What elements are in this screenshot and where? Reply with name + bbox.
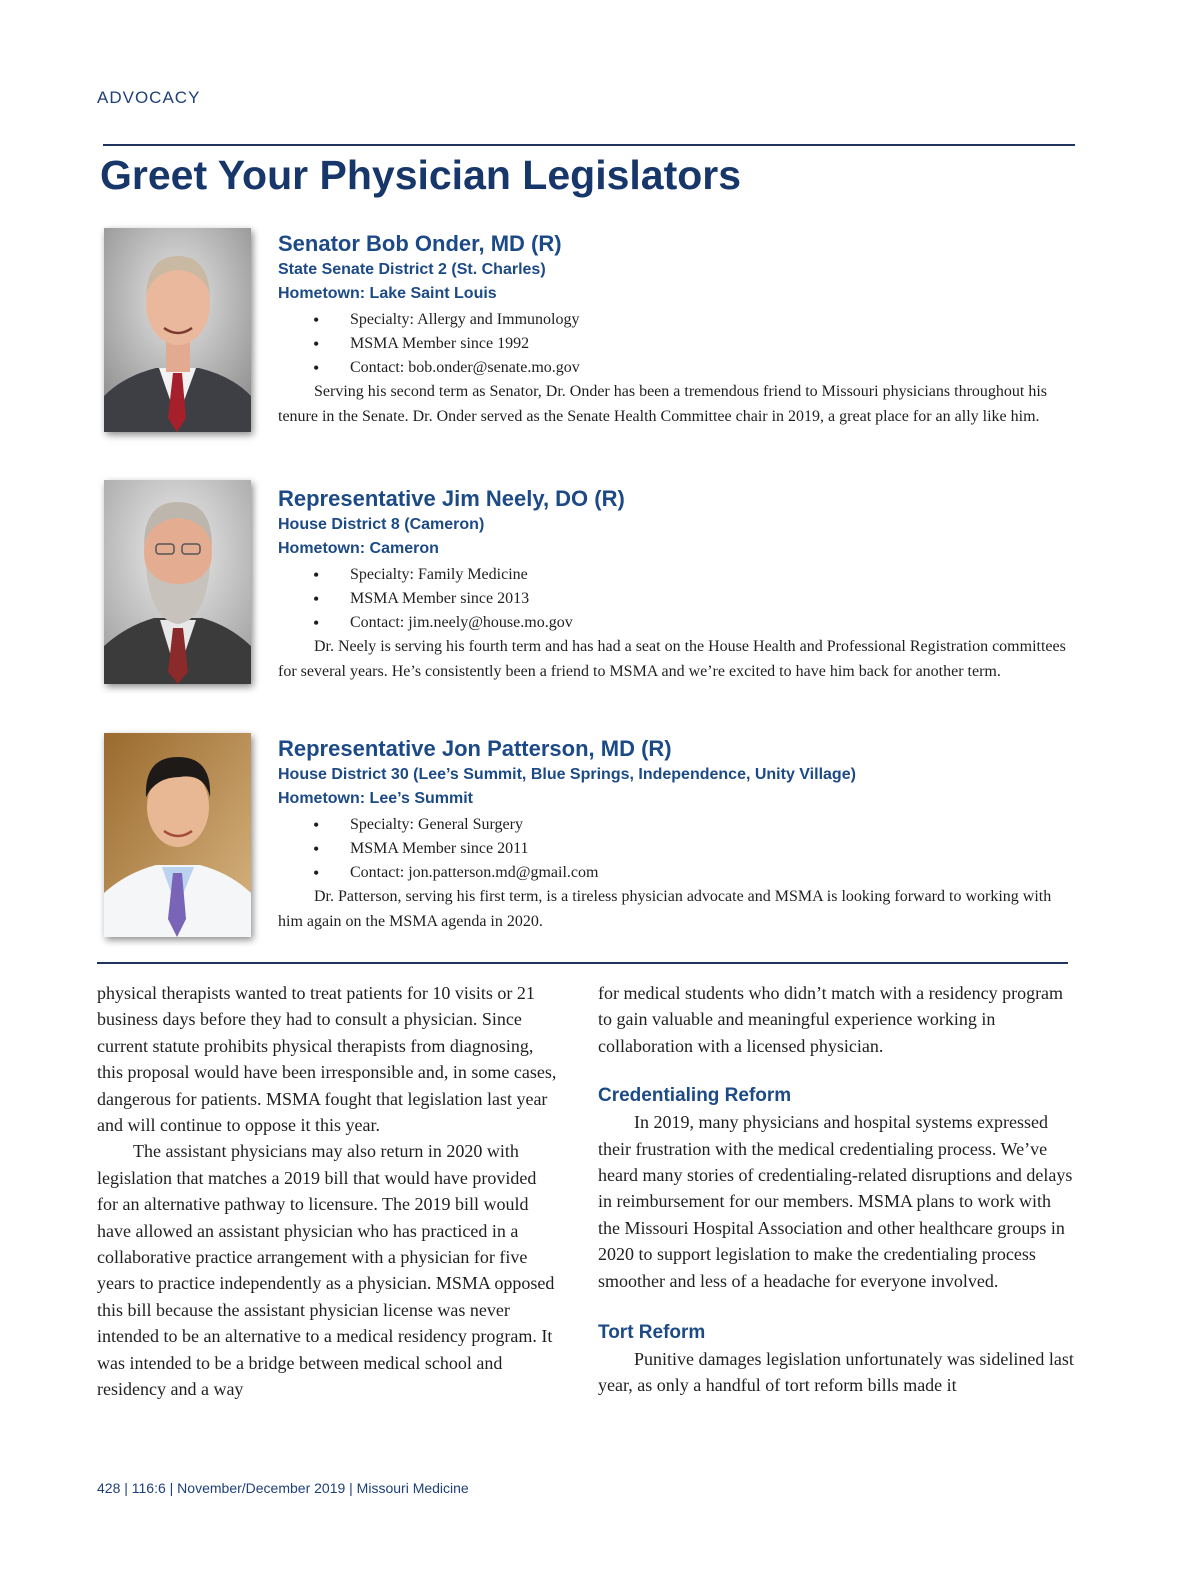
page-title: Greet Your Physician Legislators [100, 152, 742, 198]
contact-email: • Contact: jim.neely@house.mo.gov [278, 611, 1078, 635]
legislator-details [278, 308, 1078, 380]
legislator-hometown: Hometown: Lee’s Summit [278, 790, 473, 807]
contact-email: • Contact: bob.onder@senate.mo.gov [278, 356, 1078, 380]
legislator-details [278, 563, 1078, 635]
legislator-district: State Senate District 2 (St. Charles) [278, 261, 546, 278]
legislator-patterson [278, 735, 1078, 934]
body-paragraph: physical therapists wanted to treat patients for 10 visits or 21 business days before they had to consult a physician. Since current statute prohibits physical therapists from diagnosing, this proposal would have been irresponsible and, in some cases, dangerous for patients. MSMA fought that legislation last year and will continue to oppose it this year. [97, 983, 557, 1136]
heading-tort-reform: Tort Reform [598, 1322, 706, 1344]
legislator-bio: Dr. Patterson, serving his first term, is a tireless physician advocate and MSMA is looking forward to working with him again on the MSMA agenda in 2020. [278, 888, 1052, 930]
legislator-name: Senator Bob Onder, MD (R) [278, 231, 562, 256]
contact-email: • Contact: jon.patterson.md@gmail.com [278, 861, 1078, 885]
portrait-patterson [104, 733, 251, 937]
body-paragraph: for medical students who didn’t match with a residency program to gain valuable and meaningful experience working in collaboration with a licensed physician. [598, 983, 1064, 1056]
legislator-district: House District 30 (Lee’s Summit, Blue Springs, Independence, Unity Village) [278, 766, 856, 783]
legislator-name: Representative Jim Neely, DO (R) [278, 486, 625, 511]
legislator-details [278, 813, 1078, 885]
specialty: • Specialty: General Surgery [278, 813, 1078, 837]
legislator-hometown: Hometown: Lake Saint Louis [278, 285, 497, 302]
legislator-name: Representative Jon Patterson, MD (R) [278, 736, 672, 761]
member-since: • MSMA Member since 2011 [278, 837, 1078, 861]
portrait-patterson-image [104, 733, 251, 937]
body-paragraph: The assistant physicians may also return in 2020 with legislation that matches a 2019 bill that would have provided for an alternative pathway to licensure. The 2019 bill would have allowed an assistant physician who has practiced in a collaborative practice arrangement with a physician for five years to practice independently as a physician. MSMA opposed this bill because the assistant physician license was never intended to be an alternative to a medical residency program. It was intended to be a bridge between medical school and residency and a way [97, 1141, 555, 1400]
member-since: • MSMA Member since 2013 [278, 587, 1078, 611]
mid-divider [97, 962, 1068, 964]
left-column [97, 980, 557, 1403]
portrait-onder [104, 228, 251, 432]
legislator-neely [278, 485, 1078, 684]
legislator-bio: Dr. Neely is serving his fourth term and has had a seat on the House Health and Professional Registration committees for several years. He’s consistently been a friend to MSMA and we’re excited to have him back for another term. [278, 638, 1066, 680]
portrait-neely [104, 480, 251, 684]
legislator-onder [278, 230, 1078, 429]
right-column [598, 980, 1074, 1399]
legislator-district: House District 8 (Cameron) [278, 516, 485, 533]
legislator-bio: Serving his second term as Senator, Dr. Onder has been a tremendous friend to Missouri physicians throughout his tenure in the Senate. Dr. Onder served as the Senate Health Committee chair in 2019, a great place for an ally like him. [278, 383, 1048, 425]
legislator-hometown: Hometown: Cameron [278, 540, 439, 557]
specialty: • Specialty: Allergy and Immunology [278, 308, 1078, 332]
member-since: • MSMA Member since 1992 [278, 332, 1078, 356]
heading-credentialing-reform: Credentialing Reform [598, 1085, 792, 1107]
specialty: • Specialty: Family Medicine [278, 563, 1078, 587]
section-label: ADVOCACY [97, 88, 201, 107]
body-paragraph: In 2019, many physicians and hospital systems expressed their frustration with the medical credentialing process. We’ve heard many stories of credentialing-related disruptions and delays in reimbursement for our members. MSMA plans to work with the Missouri Hospital Association and other healthcare groups in 2020 to support legislation to make the credentialing process smoother and less of a headache for everyone involved. [598, 1112, 1073, 1291]
portrait-neely-image [104, 480, 251, 684]
portrait-onder-image [104, 228, 251, 432]
top-divider [103, 144, 1075, 146]
body-paragraph: Punitive damages legislation unfortunately was sidelined last year, as only a handful of tort reform bills made it [598, 1349, 1074, 1396]
page-footer: 428 | 116:6 | November/December 2019 | Missouri Medicine [97, 1480, 469, 1496]
